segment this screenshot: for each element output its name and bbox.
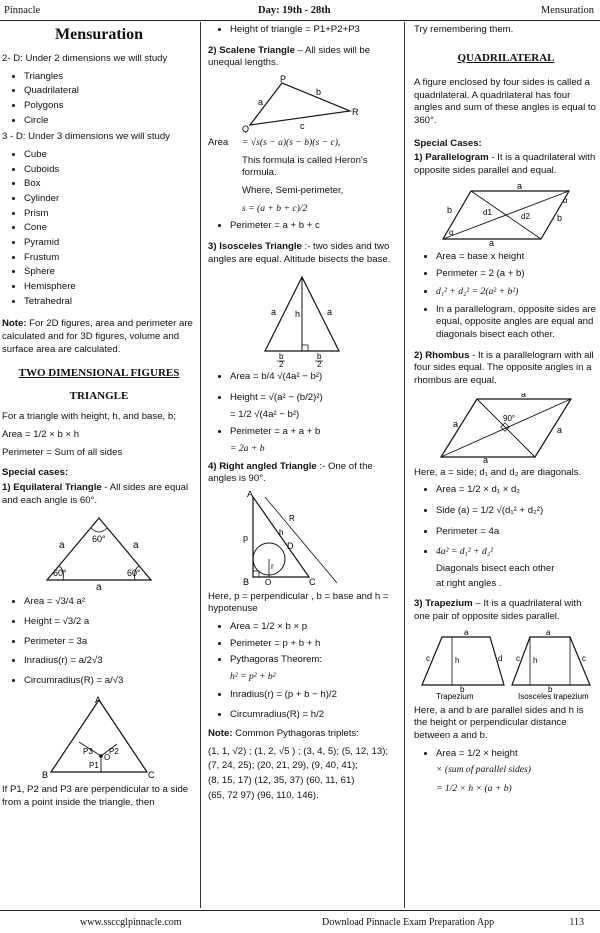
formula-item: • Inradius(r) = (p + b − h)/2 bbox=[230, 689, 396, 702]
svg-text:a: a bbox=[327, 307, 333, 318]
svg-text:a: a bbox=[271, 307, 277, 318]
column-divider bbox=[404, 22, 405, 908]
pythagoras-formula: h² = p² + b² bbox=[230, 671, 276, 683]
scalene-triangle-figure bbox=[242, 75, 362, 133]
formula-item: • d₁² + d₂² = 2(a² + b²) bbox=[436, 286, 598, 299]
isosceles-trapezium-label: Isosceles trapezium bbox=[518, 691, 589, 701]
svg-text:b: b bbox=[460, 684, 465, 694]
scalene-paragraph bbox=[208, 45, 396, 70]
list-item: • Polygons bbox=[24, 100, 196, 113]
formula-item: • Perimeter = a + a + b bbox=[230, 426, 396, 439]
right-angled-title: 4) Right angled Triangle bbox=[208, 460, 317, 472]
list-item: • Perimeter = a + b + c bbox=[230, 220, 396, 233]
rhombus-formulas bbox=[414, 484, 598, 559]
list-item: • Hemisphere bbox=[24, 281, 196, 294]
column-1 bbox=[2, 24, 196, 906]
list-item: • Triangles bbox=[24, 71, 196, 84]
diagonal-note: Diagonals bisect each other bbox=[436, 562, 555, 574]
svg-text:c: c bbox=[516, 653, 520, 663]
svg-text:p: p bbox=[243, 532, 249, 543]
svg-text:a: a bbox=[521, 392, 527, 399]
rhombus-figure bbox=[431, 393, 581, 463]
footer-website: www.ssccglpinnacle.com bbox=[80, 917, 182, 928]
isosceles-height-alt: = 1/2 √(4a² − b²) bbox=[230, 408, 300, 420]
isosceles-triangle-figure bbox=[247, 271, 357, 367]
column-3 bbox=[414, 24, 598, 906]
svg-text:Q: Q bbox=[242, 123, 250, 133]
list-item: • Cylinder bbox=[24, 193, 196, 206]
formula-item: • Inradius(r) = a/2√3 bbox=[24, 655, 196, 668]
list-item: • Sphere bbox=[24, 266, 196, 279]
parallelogram-paragraph bbox=[414, 152, 598, 177]
formula-item: • Area = b/4 √(4a² − b²) bbox=[230, 371, 396, 384]
svg-text:h: h bbox=[295, 309, 301, 320]
right-angled-formulas bbox=[208, 621, 396, 667]
area-label: Area bbox=[208, 136, 229, 148]
svg-text:b: b bbox=[548, 684, 553, 694]
trapezium-formulas bbox=[414, 748, 598, 761]
two-d-intro: 2- D: Under 2 dimensions we will study bbox=[2, 53, 168, 65]
list-item: • Prism bbox=[24, 208, 196, 221]
section-heading: TWO DIMENSIONAL FIGURES bbox=[18, 367, 180, 380]
heron-note: This formula is called Heron's formula. bbox=[242, 154, 368, 179]
semi-perimeter-formula: s = (a + b + c)/2 bbox=[242, 202, 308, 214]
list-item: • Frustum bbox=[24, 252, 196, 265]
equilateral-paragraph bbox=[2, 482, 196, 507]
page-title: Mensuration bbox=[55, 26, 143, 43]
three-d-intro: 3 - D: Under 3 dimensions we will study bbox=[2, 131, 170, 143]
formula-item: • Height = √(a² − (b/2)²) bbox=[230, 392, 396, 405]
triangle-intro: For a triangle with height, h, and base, b; bbox=[2, 411, 176, 423]
right-angled-paragraph bbox=[208, 461, 396, 486]
svg-text:A: A bbox=[95, 695, 102, 706]
heron-details bbox=[242, 137, 396, 220]
svg-text:a: a bbox=[517, 182, 523, 191]
isosceles-perimeter-alt: = 2a + b bbox=[230, 442, 265, 454]
svg-text:a: a bbox=[489, 237, 495, 247]
svg-text:2: 2 bbox=[279, 360, 284, 368]
heron-block bbox=[208, 137, 396, 220]
svg-text:a: a bbox=[464, 628, 469, 637]
formula-item: • Circumradius(R) = a/√3 bbox=[24, 675, 196, 688]
quadrilateral-heading: QUADRILATERAL bbox=[457, 51, 555, 64]
page-number: 113 bbox=[569, 917, 584, 928]
svg-text:a: a bbox=[453, 418, 459, 429]
list-item: • Cuboids bbox=[24, 164, 196, 177]
height-item-list bbox=[208, 24, 396, 37]
trapezium-label: Trapezium bbox=[436, 691, 474, 701]
equilateral-desc: - All sides are equal and each angle is 60°. bbox=[2, 481, 189, 506]
scalene-perimeter-list bbox=[208, 220, 396, 233]
list-item: • Box bbox=[24, 178, 196, 191]
svg-text:h: h bbox=[455, 655, 460, 665]
svg-text:A: A bbox=[247, 490, 254, 499]
formula-item: • Perimeter = p + b + h bbox=[230, 638, 396, 651]
svg-text:c: c bbox=[300, 120, 305, 131]
svg-text:h: h bbox=[533, 655, 538, 665]
trapezium-note: Here, a and b are parallel sides and h is the height or perpendicular distance between a and b. bbox=[414, 704, 584, 741]
formula-item: • Perimeter = 2 (a + b) bbox=[436, 268, 598, 281]
svg-text:a: a bbox=[546, 628, 551, 637]
parallelogram-desc: - It is a quadrilateral with opposite sides parallel and equal. bbox=[414, 152, 596, 177]
formula-item: • Perimeter = 4a bbox=[436, 526, 598, 539]
trapezium-title: 3) Trapezium bbox=[414, 598, 473, 610]
page-footer bbox=[0, 910, 600, 933]
formula-item: • Area = 1/2 × height bbox=[436, 748, 598, 761]
column-divider bbox=[200, 22, 201, 908]
equilateral-title: 1) Equilateral Triangle bbox=[2, 481, 102, 493]
formula-item: • In a parallelogram, opposite sides are equal, opposite angles are equal and diagonals bisect each other. bbox=[436, 304, 598, 342]
formula-item: • Pythagoras Theorem: bbox=[230, 654, 396, 667]
header-left: Pinnacle bbox=[4, 5, 41, 16]
triplet-line: (7, 24, 25); (20, 21, 29), (9, 40, 41); bbox=[208, 760, 358, 772]
svg-text:c: c bbox=[582, 653, 586, 663]
parallelogram-figure bbox=[431, 183, 581, 247]
svg-text:α: α bbox=[449, 227, 454, 237]
special-cases-label: Special cases: bbox=[2, 467, 69, 479]
inner-point-triangle-figure bbox=[39, 694, 159, 780]
note-text: For 2D figures, area and perimeter are calculated and for 3D figures, volume and surface area are calculated. bbox=[2, 318, 193, 355]
right-triangle-figure bbox=[237, 491, 367, 587]
list-item: • Quadrilateral bbox=[24, 85, 196, 98]
svg-text:d2: d2 bbox=[521, 211, 530, 221]
area-formula: Area = 1/2 × b × h bbox=[2, 428, 80, 440]
trapezium-formula-line: = 1/2 × h × (a + b) bbox=[436, 782, 512, 794]
rhombus-note: Here, a = side; d₁ and d₂ are diagonals. bbox=[414, 466, 582, 478]
svg-text:B: B bbox=[243, 576, 250, 587]
isosceles-desc: :- two sides and two angles are equal. Altitude bisects the base. bbox=[208, 240, 391, 265]
list-item: • Cone bbox=[24, 222, 196, 235]
trapezium-desc: – It is a quadrilateral with one pair of opposite sides parallel. bbox=[414, 598, 582, 622]
three-d-list bbox=[2, 149, 196, 308]
list-item: • Pyramid bbox=[24, 237, 196, 250]
triplet-line: (65, 72 97) (96, 110, 146). bbox=[208, 789, 319, 801]
list-item: • Circle bbox=[24, 115, 196, 128]
svg-text:B: B bbox=[42, 770, 49, 781]
formula-item: • Side (a) = 1/2 √(d₁² + d₂²) bbox=[436, 505, 598, 518]
page-header bbox=[0, 0, 600, 21]
rhombus-desc: - It is a parallelogram with all four sides equal. The opposite angles in a rhombus are equal. bbox=[414, 349, 594, 387]
note-paragraph bbox=[2, 318, 196, 356]
trapezium-formula-line: × (sum of parallel sides) bbox=[436, 764, 531, 776]
svg-text:P: P bbox=[280, 74, 287, 84]
svg-text:d: d bbox=[498, 653, 503, 663]
svg-text:R: R bbox=[289, 513, 295, 523]
parallelogram-title: 1) Parallelogram bbox=[414, 152, 489, 164]
isosceles-formulas bbox=[208, 371, 396, 404]
isosceles-perimeter-list bbox=[208, 426, 396, 439]
svg-text:r: r bbox=[271, 561, 274, 571]
formula-item: • Area = 1/2 × d₁ × d₂ bbox=[436, 484, 598, 497]
svg-text:P1: P1 bbox=[89, 761, 99, 771]
scalene-title: 2) Scalene Triangle bbox=[208, 44, 295, 56]
right-angled-radius-list bbox=[208, 689, 396, 722]
right-angled-desc: :- One of the angles is 90°. bbox=[208, 460, 373, 485]
svg-text:b: b bbox=[279, 352, 284, 362]
point-text: If P1, P2 and P3 are perpendicular to a side from a point inside the triangle, then bbox=[2, 784, 189, 809]
svg-text:b: b bbox=[447, 204, 453, 215]
equilateral-triangle-figure bbox=[29, 512, 169, 592]
header-center: Day: 19th - 28th bbox=[258, 5, 331, 16]
svg-text:b: b bbox=[316, 86, 322, 97]
svg-text:P2: P2 bbox=[109, 747, 119, 757]
two-d-list bbox=[2, 71, 196, 128]
triangle-heading: TRIANGLE bbox=[69, 389, 129, 402]
formula-item: • Area = 1/2 × b × p bbox=[230, 621, 396, 634]
diagonal-note: at right angles . bbox=[436, 577, 502, 589]
note-text: Common Pythagoras triplets: bbox=[232, 728, 359, 740]
svg-text:a: a bbox=[258, 96, 264, 107]
svg-text:O: O bbox=[265, 577, 272, 587]
svg-text:α: α bbox=[563, 195, 568, 205]
remember-text: Try remembering them. bbox=[414, 24, 514, 35]
svg-text:a: a bbox=[133, 540, 139, 552]
trapezium-paragraph bbox=[414, 598, 598, 623]
formula-item: • Circumradius(R) = h/2 bbox=[230, 709, 396, 722]
svg-text:b: b bbox=[557, 212, 563, 223]
formula-item: • Perimeter = 3a bbox=[24, 636, 196, 649]
isosceles-title: 3) Isosceles Triangle bbox=[208, 240, 302, 252]
svg-text:60°: 60° bbox=[127, 568, 141, 579]
note-label: Note: bbox=[208, 728, 233, 740]
special-cases-label: Special Cases: bbox=[414, 137, 482, 149]
svg-text:90°: 90° bbox=[503, 413, 516, 423]
svg-text:O: O bbox=[104, 753, 111, 763]
triplet-line: (1, 1, √2) ; (1, 2, √5 ) ; (3, 4, 5); (5, 12, 13); bbox=[208, 745, 389, 757]
perimeter-formula: Perimeter = Sum of all sides bbox=[2, 446, 123, 458]
rhombus-paragraph bbox=[414, 350, 598, 388]
formula-item: • Height = √3/2 a bbox=[24, 616, 196, 629]
triplet-note bbox=[208, 728, 396, 741]
svg-text:D: D bbox=[287, 540, 294, 551]
isosceles-paragraph bbox=[208, 241, 396, 266]
svg-text:C: C bbox=[148, 770, 155, 781]
svg-text:60°: 60° bbox=[92, 534, 106, 545]
quadrilateral-definition: A figure enclosed by four sides is called a quadrilateral. A quadrilateral has four angles and sum of these angles is equal to 360°. bbox=[414, 77, 596, 127]
note-label: Note: bbox=[2, 318, 27, 330]
triplet-line: (8, 15, 17) (12, 35, 37) (60, 11, 61) bbox=[208, 775, 355, 787]
svg-text:P3: P3 bbox=[83, 747, 93, 757]
svg-text:d1: d1 bbox=[483, 207, 492, 217]
heron-formula: = √s(s − a)(s − b)(s − c), bbox=[242, 136, 341, 148]
rhombus-title: 2) Rhombus bbox=[414, 349, 470, 361]
list-item: • Cube bbox=[24, 149, 196, 162]
trapezium-figure bbox=[418, 629, 594, 701]
column-2 bbox=[208, 24, 396, 906]
formula-item: • Area = √3/4 a² bbox=[24, 596, 196, 609]
svg-text:60°: 60° bbox=[53, 568, 67, 579]
svg-text:a: a bbox=[59, 540, 65, 552]
svg-text:c: c bbox=[426, 653, 430, 663]
svg-text:h: h bbox=[279, 527, 284, 537]
svg-text:R: R bbox=[352, 106, 359, 117]
list-item: • Tetrahedral bbox=[24, 296, 196, 309]
svg-text:b: b bbox=[317, 352, 322, 362]
parallelogram-formulas bbox=[414, 251, 598, 342]
list-item: • Height of triangle = P1+P2+P3 bbox=[230, 24, 396, 37]
scalene-desc: – All sides will be unequal lengths. bbox=[208, 44, 371, 69]
svg-text:C: C bbox=[309, 576, 316, 587]
header-right: Mensuration bbox=[540, 5, 594, 16]
svg-text:2: 2 bbox=[317, 360, 322, 368]
right-angled-note: Here, p = perpendicular , b = base and h = hypotenuse bbox=[208, 590, 389, 615]
svg-text:a: a bbox=[96, 582, 102, 593]
formula-item: • Area = base x height bbox=[436, 251, 598, 264]
semi-perimeter-label: Where, Semi-perimeter, bbox=[242, 184, 344, 196]
footer-app-promo: Download Pinnacle Exam Preparation App bbox=[322, 917, 495, 928]
equilateral-formulas bbox=[2, 596, 196, 687]
svg-text:a: a bbox=[483, 454, 489, 463]
formula-item: • 4a² = d₁² + d₂² bbox=[436, 546, 598, 559]
svg-text:a: a bbox=[557, 424, 563, 435]
